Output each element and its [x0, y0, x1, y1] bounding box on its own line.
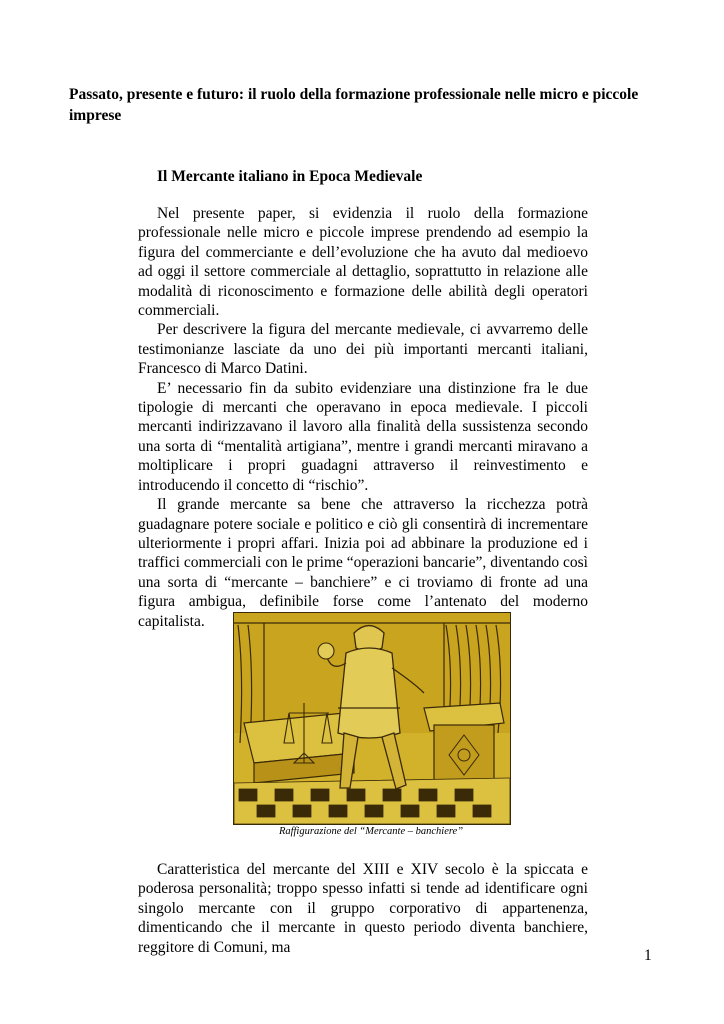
section-heading: Il Mercante italiano in Epoca Medievale: [157, 168, 423, 185]
document-title: Passato, presente e futuro: il ruolo della formazione professionale nelle micro e piccole imprese: [69, 86, 639, 124]
page-number: 1: [644, 947, 652, 964]
paragraph: Il grande mercante sa bene che attraverso la ricchezza potrà guadagnare potere sociale e politico e ciò gli consentirà di incrementare ulteriormente i propri affari. Inizia poi ad abbinare la produzione ed i traffici commerciali con le prime “operazioni bancarie”, diventando così una sorta di “mercante – banchiere” e ci troviamo di fronte ad una figura ambigua, definibile forse come l’antenato del moderno capitalista.: [138, 496, 588, 630]
paragraph: E’ necessario fin da subito evidenziare una distinzione fra le due tipologie di mercanti che operavano in epoca medievale. I piccoli mercanti indirizzavano il lavoro alla finalità della sussistenza secondo una sorta di “mentalità artigiana”, mentre i grandi mercanti miravano a moltiplicare i propri guadagni attraverso il reinvestimento e introducendo il concetto di “rischio”.: [138, 379, 588, 494]
body-text: [138, 204, 588, 631]
paragraph: Nel presente paper, si evidenzia il ruolo della formazione professionale nelle micro e piccole imprese prendendo ad esempio la figura del commerciante e dell’evoluzione che ha avuto dal medioevo ad oggi il settore commerciale al dettaglio, soprattutto in relazione alle modalità di riconoscimento e formazione delle abilità degli operatori commerciali.: [138, 205, 588, 320]
merchant-banker-woodcut-image: [233, 612, 511, 825]
paragraph: Caratteristica del mercante del XIII e XIV secolo è la spiccata e poderosa personalità; troppo spesso infatti si tende ad identificare ogni singolo mercante con il gruppo corporativo di appartenenza, dimenticando che il mercante in questo periodo diventa banchiere, reggitore di Comuni, ma: [138, 861, 588, 956]
body-text-continued: [138, 860, 588, 957]
figure-caption: Raffigurazione del “Mercante – banchiere”: [278, 826, 464, 837]
paragraph: Per descrivere la figura del mercante medievale, ci avvarremo delle testimonianze lasciate da uno dei più importanti mercanti italiani, Francesco di Marco Datini.: [138, 321, 588, 378]
